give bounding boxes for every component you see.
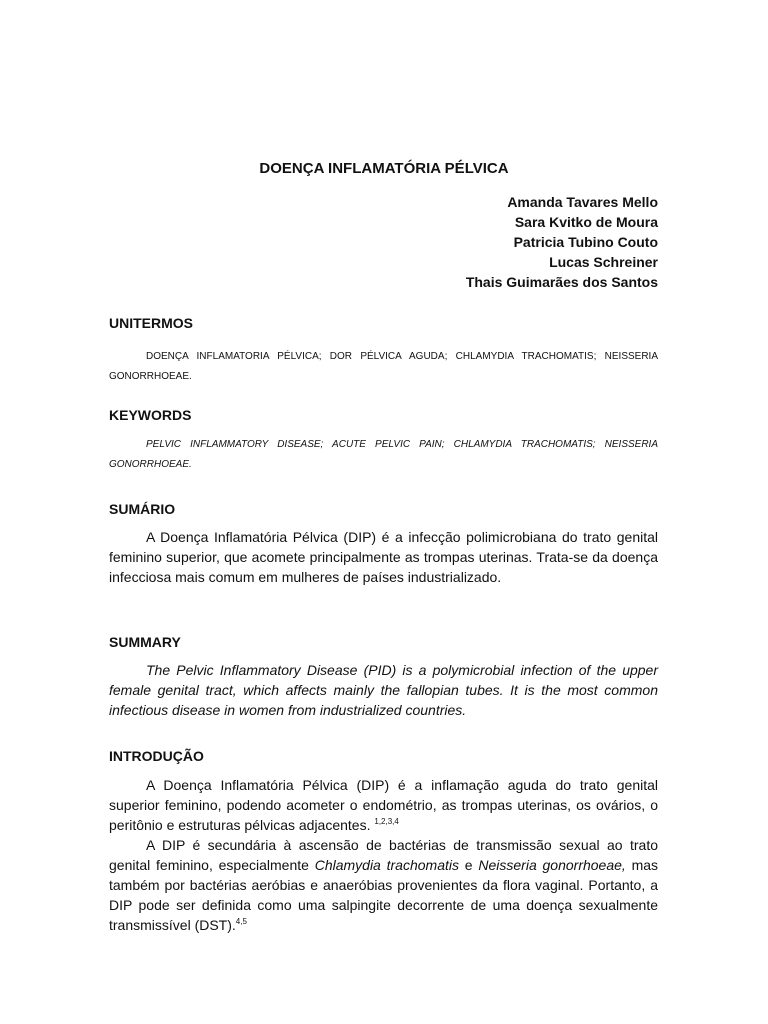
section-heading: KEYWORDS <box>109 407 192 423</box>
section-text: The Pelvic Inflammatory Disease (PID) is a polymicrobial infection of the upper female genital tract, which affects mainly the fallopian tubes. It is the most common infectious disease in women from industrialized countries. <box>109 662 658 718</box>
reference-superscript: 4,5 <box>235 917 247 926</box>
summary-section <box>109 634 658 720</box>
author-name: Amanda Tavares Mello <box>507 194 658 210</box>
section-text: A DIP é secundária à ascensão de bactérias de transmissão sexual ao trato genital feminino, especialmente Chlamydia trachomatis e Neisseria gonorrhoeae, mas também por bactérias aeróbias e anaeróbias provenientes da flora vaginal. Portanto, a DIP pode ser definida como uma salpingite decorrente de uma doença sexualmente transmissível (DST).$^{4,5}$ <box>109 837 659 933</box>
sumario-section <box>109 501 658 587</box>
author-list <box>466 192 658 292</box>
introducao-section <box>109 748 658 935</box>
section-heading: SUMÁRIO <box>109 501 176 517</box>
section-text: A Doença Inflamatória Pélvica (DIP) é a infecção polimicrobiana do trato genital feminino superior, que acomete principalmente as trompas uterinas. Trata-se da doença infecciosa mais comum em mulheres de países industrializado. <box>109 529 658 585</box>
author-name: Lucas Schreiner <box>549 254 658 270</box>
unitermos-section <box>109 315 658 387</box>
author-name: Thais Guimarães dos Santos <box>465 274 658 290</box>
section-heading: UNITERMOS <box>109 315 193 331</box>
document-title: DOENÇA INFLAMATÓRIA PÉLVICA <box>259 160 509 177</box>
author-name: Sara Kvitko de Moura <box>514 214 658 230</box>
author-name: Patricia Tubino Couto <box>513 234 658 250</box>
section-text: PELVIC INFLAMMATORY DISEASE; ACUTE PELVIC PAIN; CHLAMYDIA TRACHOMATIS; NEISSERIA GONORRHOEAE. <box>109 439 658 470</box>
keywords-section <box>109 407 658 475</box>
section-heading: INTRODUÇÃO <box>109 748 204 764</box>
section-heading: SUMMARY <box>109 634 181 650</box>
section-text: DOENÇA INFLAMATORIA PÉLVICA; DOR PÉLVICA AGUDA; CHLAMYDIA TRACHOMATIS; NEISSERIA GONORRHOEAE. <box>109 351 658 382</box>
section-text: A Doença Inflamatória Pélvica (DIP) é a inflamação aguda do trato genital superior feminino, podendo acometer o endométrio, as trompas uterinas, os ovários, o peritônio e estruturas pélvicas adjacentes. $^{1,2,3,4}$ <box>109 777 658 833</box>
reference-superscript: 1,2,3,4 <box>374 817 399 826</box>
